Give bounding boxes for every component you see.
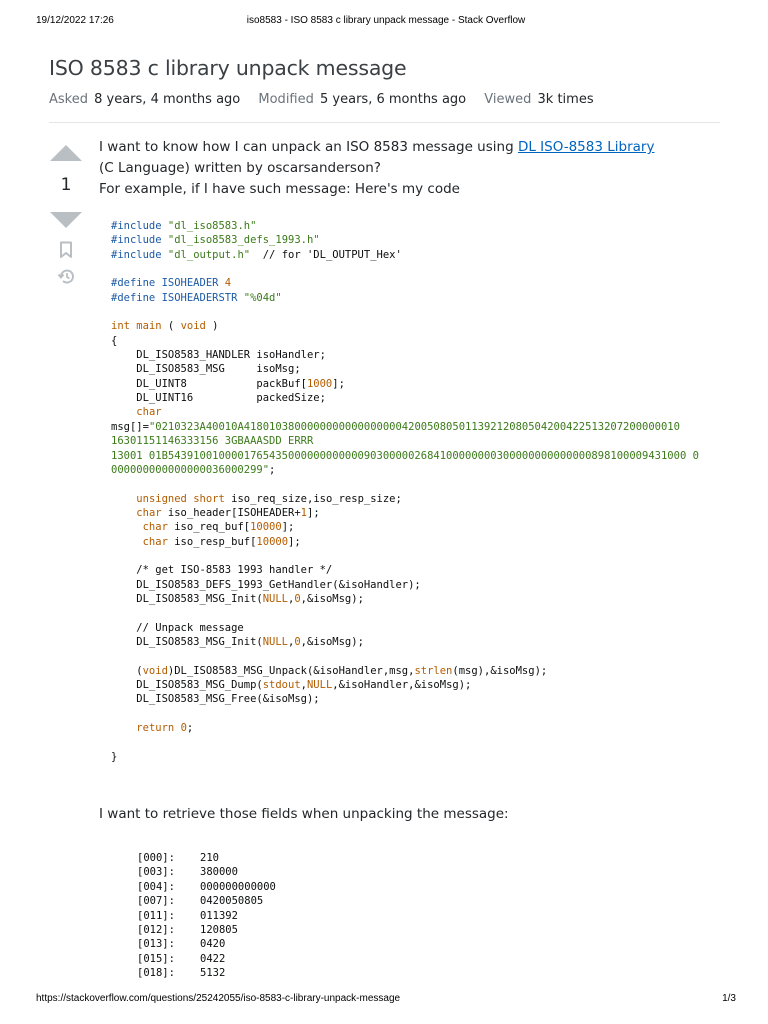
field-row xyxy=(137,923,276,937)
modified-meta xyxy=(258,92,470,107)
code-line: #include "dl_iso8583_defs_1993.h" xyxy=(111,234,320,247)
asked-label: Asked xyxy=(49,92,88,107)
asked-meta xyxy=(49,92,244,107)
downvote-arrow-icon[interactable] xyxy=(50,212,82,228)
code-line: DL_ISO8583_MSG_Dump(stdout,NULL,&isoHandler,&isoMsg); xyxy=(111,679,472,691)
field-row xyxy=(137,880,276,894)
viewed-label: Viewed xyxy=(484,92,532,107)
title-divider xyxy=(49,122,720,123)
code-line: char xyxy=(136,406,162,419)
field-row xyxy=(137,909,276,923)
code-line: DL_UINT16 packedSize; xyxy=(111,392,326,405)
code-block[interactable] xyxy=(99,219,719,781)
body-paragraph-2: For example, if I have such message: Here's my code xyxy=(99,181,460,197)
body-text: (C Language) written by oscarsanderson? xyxy=(99,160,381,176)
upvote-arrow-icon[interactable] xyxy=(50,145,82,161)
code-line: DL_UINT8 packBuf[1000]; xyxy=(111,377,345,390)
field-value: 0420 xyxy=(200,938,226,951)
field-key: [007]: xyxy=(137,895,175,908)
field-key: [013]: xyxy=(137,938,175,951)
print-page-title: iso8583 - ISO 8583 c library unpack message - Stack Overflow xyxy=(246,15,526,26)
field-key: [015]: xyxy=(137,952,175,965)
modified-label: Modified xyxy=(258,92,314,107)
field-key: [003]: xyxy=(137,866,175,879)
code-line xyxy=(99,262,719,276)
viewed-meta xyxy=(484,92,593,107)
asked-value[interactable]: 8 years, 4 months ago xyxy=(94,92,241,107)
code-line xyxy=(99,549,719,563)
field-value: 0422 xyxy=(200,952,226,965)
field-value: 5132 xyxy=(200,967,226,980)
modified-value[interactable]: 5 years, 6 months ago xyxy=(320,92,467,107)
code-line: // Unpack message xyxy=(111,621,244,634)
field-value: 380000 xyxy=(200,866,238,879)
code-line: DL_ISO8583_DEFS_1993_GetHandler(&isoHandler); xyxy=(111,578,421,591)
print-datetime: 19/12/2022 17:26 xyxy=(36,15,114,26)
code-line: #define ISOHEADERSTR "%04d" xyxy=(111,291,282,304)
field-key: [012]: xyxy=(137,923,175,936)
question-title[interactable]: ISO 8583 c library unpack message xyxy=(49,56,407,80)
code-line: 000000000000000036000299"; xyxy=(111,463,276,476)
field-key: [004]: xyxy=(137,880,175,893)
code-line: return 0; xyxy=(136,722,194,735)
field-value: 210 xyxy=(200,852,219,864)
code-line: 13001 01B5439100100001765435000000000000903000002684100000000300000000000000898100009431000 0 xyxy=(111,449,699,462)
code-line: #define ISOHEADER 4 xyxy=(111,277,232,290)
code-line: msg[]="0210323A40010A418010380000000000000000042005080501139212080504200422513207200000010 xyxy=(111,420,680,433)
field-value: 000000000000 xyxy=(200,880,276,893)
field-row xyxy=(137,966,276,980)
print-header xyxy=(36,15,736,29)
code-line: int main ( void ) xyxy=(111,320,219,333)
field-key: [000]: xyxy=(137,852,175,864)
print-footer xyxy=(36,993,736,1007)
field-value: 120805 xyxy=(200,923,238,936)
code-line xyxy=(99,649,719,663)
field-row xyxy=(137,894,276,908)
field-value: 011392 xyxy=(200,909,238,922)
question-meta xyxy=(49,92,608,107)
code-line: 16301151146333156 3GBAAASDD ERRR xyxy=(111,435,314,448)
code-line xyxy=(99,735,719,749)
code-line: char iso_req_buf[10000]; xyxy=(142,521,295,534)
code-line xyxy=(99,477,719,491)
body-paragraph-1 xyxy=(99,137,659,179)
history-icon[interactable] xyxy=(57,267,76,286)
viewed-value: 3k times xyxy=(537,92,594,107)
field-row xyxy=(137,952,276,966)
code-line: unsigned short iso_req_size,iso_resp_size; xyxy=(136,492,402,505)
field-key: [011]: xyxy=(137,909,175,922)
code-line: #include "dl_iso8583.h" xyxy=(111,220,257,232)
bookmark-icon[interactable] xyxy=(59,241,73,259)
code-line: } xyxy=(111,750,118,763)
field-row xyxy=(137,865,276,879)
code-line: char iso_header[ISOHEADER+1]; xyxy=(136,506,320,519)
code-line: DL_ISO8583_MSG_Free(&isoMsg); xyxy=(111,693,320,706)
code-line: DL_ISO8583_HANDLER isoHandler; xyxy=(111,349,326,362)
field-row xyxy=(137,851,276,865)
dl-iso8583-library-link[interactable]: DL ISO-8583 Library xyxy=(517,139,655,155)
fields-intro: I want to retrieve those fields when unpacking the message: xyxy=(99,806,509,822)
field-row xyxy=(137,937,276,951)
vote-count: 1 xyxy=(60,175,72,195)
code-line xyxy=(99,305,719,319)
fields-list xyxy=(137,851,276,981)
code-line: (void)DL_ISO8583_MSG_Unpack(&isoHandler,msg,strlen(msg),&isoMsg); xyxy=(111,664,548,677)
code-line xyxy=(99,606,719,620)
print-page-number: 1/3 xyxy=(722,993,736,1004)
code-line: DL_ISO8583_MSG_Init(NULL,0,&isoMsg); xyxy=(111,592,364,605)
code-line: char iso_resp_buf[10000]; xyxy=(142,535,301,548)
code-line: /* get ISO-8583 1993 handler */ xyxy=(111,564,333,577)
print-url: https://stackoverflow.com/questions/25242055/iso-8583-c-library-unpack-message xyxy=(36,993,401,1004)
code-line: DL_ISO8583_MSG isoMsg; xyxy=(111,363,301,376)
code-line: { xyxy=(111,334,118,347)
code-line: DL_ISO8583_MSG_Init(NULL,0,&isoMsg); xyxy=(111,635,364,648)
question-body xyxy=(99,137,659,200)
code-line xyxy=(99,707,719,721)
field-value: 0420050805 xyxy=(200,895,264,908)
field-key: [018]: xyxy=(137,967,175,980)
body-text: I want to know how I can unpack an ISO 8583 message using xyxy=(99,139,518,155)
code-line: #include "dl_output.h" // for 'DL_OUTPUT_Hex' xyxy=(111,248,402,261)
